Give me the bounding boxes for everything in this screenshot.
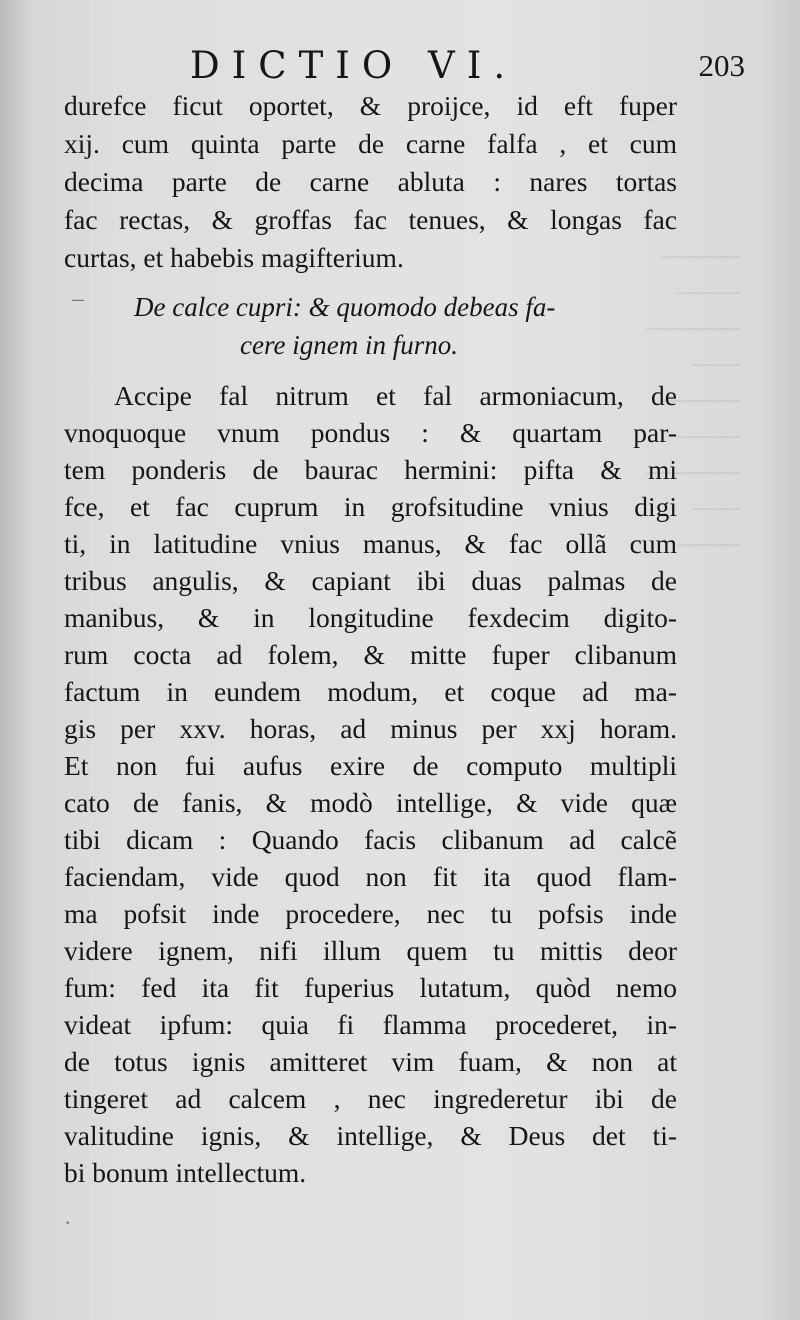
text-line: Accipe fal nitrum et fal armoniacum, de <box>114 380 677 411</box>
margin-mark: – <box>72 286 84 312</box>
text-line: tem ponderis de baurac hermini: pifta & mi <box>64 454 677 485</box>
text-line: faciendam, vide quod non fit ita quod flam- <box>64 861 677 892</box>
section-heading-line: cere ignem in furno. <box>240 330 458 360</box>
text-line: manibus, & in longitudine fexdecim digito- <box>64 602 677 633</box>
text-line: tingeret ad calcem , nec ingrederetur ibi de <box>64 1083 677 1114</box>
section-heading-line: De calce cupri: & quomodo debeas fa- <box>134 292 556 322</box>
text-line: de totus ignis amitteret vim fuam, & non at <box>64 1046 677 1077</box>
text-line: tibi dicam : Quando facis clibanum ad calcẽ <box>64 824 677 855</box>
text-line: fce, et fac cuprum in grofsitudine vnius digi <box>64 491 677 522</box>
text-line: factum in eundem modum, et coque ad ma- <box>64 676 677 707</box>
text-line: valitudine ignis, & intellige, & Deus det ti- <box>64 1120 677 1151</box>
text-line: ti, in latitudine vnius manus, & fac ollã cum <box>64 528 677 559</box>
text-line: vnoquoque vnum pondus : & quartam par- <box>64 417 677 448</box>
running-head: DICTIO VI. <box>190 44 518 87</box>
text-line: decima parte de carne abluta : nares tortas <box>64 166 677 197</box>
text-line: xij. cum quinta parte de carne falfa , et cum <box>64 128 677 159</box>
page-number: 203 <box>698 48 745 83</box>
text-line: videat ipfum: quia fi flamma procederet, in- <box>64 1009 677 1040</box>
margin-mark: · <box>64 1210 72 1235</box>
text-line: videre ignem, nifi illum quem tu mittis deor <box>64 935 677 966</box>
text-line: fum: fed ita fit fuperius lutatum, quòd nemo <box>64 972 677 1003</box>
text-line: durefce ficut oportet, & proijce, id eft fuper <box>64 90 677 121</box>
show-through-text: ───── ──── ────── ─── ───── ──── ────── ─── ──── <box>646 243 740 561</box>
text-line: bi bonum intellectum. <box>64 1157 307 1188</box>
text-line: rum cocta ad folem, & mitte fuper clibanum <box>64 639 677 670</box>
text-line: curtas, et habebis magifterium. <box>64 242 404 273</box>
text-line: cato de fanis, & modò intellige, & vide quæ <box>64 787 677 818</box>
text-line: fac rectas, & groffas fac tenues, & longas fac <box>64 204 677 235</box>
text-line: Et non fui aufus exire de computo multipli <box>64 750 677 781</box>
text-line: tribus angulis, & capiant ibi duas palmas de <box>64 565 677 596</box>
text-line: ma pofsit inde procedere, nec tu pofsis inde <box>64 898 677 929</box>
text-line: gis per xxv. horas, ad minus per xxj horam. <box>64 713 677 744</box>
page-header <box>60 44 745 88</box>
